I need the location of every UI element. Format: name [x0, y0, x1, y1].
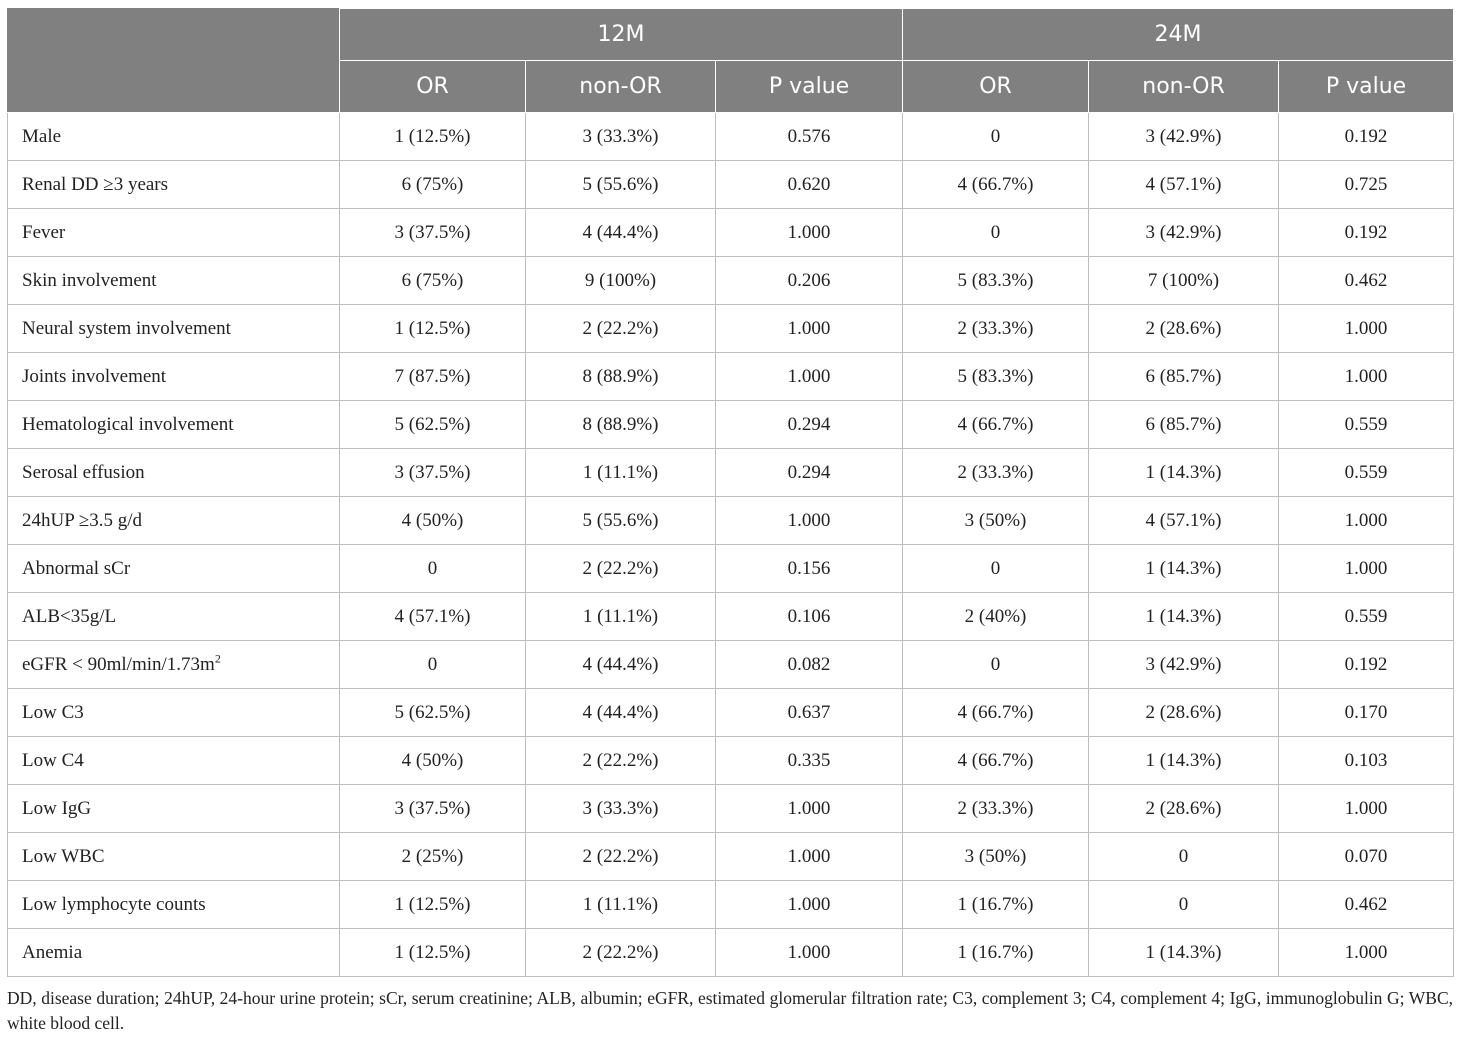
- cell-24m-or: 2 (40%): [903, 593, 1089, 641]
- row-label-cell: [8, 353, 340, 401]
- cell-24m-or: 5 (83.3%): [903, 353, 1089, 401]
- header-group-12m: 12M: [340, 9, 903, 61]
- cell-12m-non-or: 3 (33.3%): [526, 785, 716, 833]
- row-label-cell: [8, 161, 340, 209]
- table-row: [8, 305, 1454, 353]
- header-24m-p-value: P value: [1279, 61, 1454, 113]
- table-row: [8, 881, 1454, 929]
- row-label-cell: [8, 929, 340, 977]
- cell-24m-p-value: 0.170: [1279, 689, 1454, 737]
- cell-24m-p-value: 0.192: [1279, 209, 1454, 257]
- cell-24m-p-value: 0.559: [1279, 401, 1454, 449]
- cell-24m-or: 1 (16.7%): [903, 881, 1089, 929]
- table-row: [8, 785, 1454, 833]
- cell-24m-or: 0: [903, 641, 1089, 689]
- row-label: Skin involvement: [22, 269, 157, 291]
- cell-24m-p-value: 1.000: [1279, 929, 1454, 977]
- cell-12m-or: 6 (75%): [340, 257, 526, 305]
- cell-12m-p-value: 0.294: [716, 449, 903, 497]
- cell-24m-p-value: 0.462: [1279, 881, 1454, 929]
- cell-12m-non-or: 2 (22.2%): [526, 929, 716, 977]
- cell-12m-or: 4 (57.1%): [340, 593, 526, 641]
- row-label: Male: [22, 125, 62, 147]
- cell-12m-p-value: 0.156: [716, 545, 903, 593]
- table-row: [8, 257, 1454, 305]
- cell-12m-p-value: 1.000: [716, 785, 903, 833]
- row-label: Fever: [22, 221, 66, 243]
- cell-24m-non-or: 3 (42.9%): [1089, 113, 1279, 161]
- cell-12m-non-or: 3 (33.3%): [526, 113, 716, 161]
- row-label-cell: [8, 641, 340, 689]
- cell-12m-non-or: 4 (44.4%): [526, 641, 716, 689]
- cell-24m-or: 4 (66.7%): [903, 737, 1089, 785]
- cell-12m-or: 0: [340, 545, 526, 593]
- row-label: Low WBC: [22, 845, 105, 867]
- cell-12m-or: 3 (37.5%): [340, 209, 526, 257]
- cell-12m-non-or: 9 (100%): [526, 257, 716, 305]
- cell-24m-or: 4 (66.7%): [903, 689, 1089, 737]
- table-row: [8, 209, 1454, 257]
- cell-12m-p-value: 0.082: [716, 641, 903, 689]
- cell-24m-p-value: 0.462: [1279, 257, 1454, 305]
- cell-12m-non-or: 2 (22.2%): [526, 833, 716, 881]
- cell-24m-or: 5 (83.3%): [903, 257, 1089, 305]
- cell-12m-or: 4 (50%): [340, 497, 526, 545]
- cell-12m-or: 5 (62.5%): [340, 401, 526, 449]
- cell-24m-or: 4 (66.7%): [903, 401, 1089, 449]
- row-label-cell: [8, 257, 340, 305]
- row-label: Serosal effusion: [22, 461, 145, 483]
- header-24m-or: OR: [903, 61, 1089, 113]
- cell-12m-non-or: 2 (22.2%): [526, 737, 716, 785]
- header-12m-or: OR: [340, 61, 526, 113]
- header-12m-p-value: P value: [716, 61, 903, 113]
- table-row: [8, 737, 1454, 785]
- row-label: eGFR < 90ml/min/1.73m: [22, 653, 215, 675]
- cell-24m-non-or: 4 (57.1%): [1089, 161, 1279, 209]
- row-label: Joints involvement: [22, 365, 167, 387]
- cell-24m-non-or: 1 (14.3%): [1089, 929, 1279, 977]
- table-header: [8, 9, 1454, 113]
- row-label-cell: [8, 401, 340, 449]
- table-row: [8, 161, 1454, 209]
- row-label-cell: [8, 833, 340, 881]
- row-label-cell: [8, 497, 340, 545]
- cell-12m-p-value: 0.637: [716, 689, 903, 737]
- cell-24m-or: 1 (16.7%): [903, 929, 1089, 977]
- cell-12m-or: 3 (37.5%): [340, 449, 526, 497]
- cell-24m-p-value: 1.000: [1279, 545, 1454, 593]
- table-row: [8, 113, 1454, 161]
- cell-12m-or: 6 (75%): [340, 161, 526, 209]
- cell-12m-non-or: 5 (55.6%): [526, 161, 716, 209]
- cell-12m-or: 2 (25%): [340, 833, 526, 881]
- cell-24m-p-value: 0.559: [1279, 449, 1454, 497]
- row-label-cell: [8, 209, 340, 257]
- cell-24m-or: 3 (50%): [903, 833, 1089, 881]
- cell-24m-or: 0: [903, 113, 1089, 161]
- row-label-cell: [8, 545, 340, 593]
- cell-12m-non-or: 1 (11.1%): [526, 593, 716, 641]
- cell-12m-p-value: 1.000: [716, 353, 903, 401]
- cell-12m-p-value: 1.000: [716, 497, 903, 545]
- row-label: Hematological involvement: [22, 413, 234, 435]
- cell-24m-non-or: 4 (57.1%): [1089, 497, 1279, 545]
- cell-12m-non-or: 4 (44.4%): [526, 689, 716, 737]
- cell-24m-p-value: 0.103: [1279, 737, 1454, 785]
- cell-24m-or: 2 (33.3%): [903, 305, 1089, 353]
- table-body: [8, 113, 1454, 977]
- cell-24m-or: 3 (50%): [903, 497, 1089, 545]
- cell-12m-non-or: 4 (44.4%): [526, 209, 716, 257]
- table-row: [8, 641, 1454, 689]
- cell-24m-non-or: 0: [1089, 833, 1279, 881]
- row-label-cell: [8, 305, 340, 353]
- table-row: [8, 833, 1454, 881]
- cell-12m-non-or: 2 (22.2%): [526, 545, 716, 593]
- cell-24m-or: 2 (33.3%): [903, 785, 1089, 833]
- table-row: [8, 545, 1454, 593]
- table-row: [8, 929, 1454, 977]
- cell-24m-non-or: 2 (28.6%): [1089, 689, 1279, 737]
- table-footnote: DD, disease duration; 24hUP, 24-hour urine protein; sCr, serum creatinine; ALB, albumin; eGFR, estimated glomerular filtration rate; C3, complement 3; C4, complement 4; IgG, immunoglobulin G; WBC, white blood cell.: [7, 988, 1453, 1033]
- cell-24m-non-or: 0: [1089, 881, 1279, 929]
- cell-24m-or: 0: [903, 209, 1089, 257]
- cell-24m-p-value: 1.000: [1279, 785, 1454, 833]
- cell-24m-p-value: 1.000: [1279, 497, 1454, 545]
- comparison-table: [7, 8, 1454, 977]
- header-group-24m: 24M: [903, 9, 1454, 61]
- cell-24m-p-value: 0.725: [1279, 161, 1454, 209]
- cell-24m-non-or: 6 (85.7%): [1089, 353, 1279, 401]
- cell-24m-or: 2 (33.3%): [903, 449, 1089, 497]
- header-24m-non-or: non-OR: [1089, 61, 1279, 113]
- cell-12m-or: 4 (50%): [340, 737, 526, 785]
- row-label-cell: [8, 737, 340, 785]
- data-table-container: [7, 8, 1453, 977]
- cell-12m-or: 5 (62.5%): [340, 689, 526, 737]
- cell-24m-non-or: 3 (42.9%): [1089, 209, 1279, 257]
- header-group-row: [8, 9, 1454, 61]
- row-label-cell: [8, 689, 340, 737]
- cell-12m-non-or: 1 (11.1%): [526, 881, 716, 929]
- cell-12m-p-value: 0.106: [716, 593, 903, 641]
- row-label-cell: [8, 593, 340, 641]
- row-label: Renal DD ≥3 years: [22, 173, 169, 195]
- cell-12m-non-or: 2 (22.2%): [526, 305, 716, 353]
- cell-24m-non-or: 1 (14.3%): [1089, 593, 1279, 641]
- cell-12m-or: 3 (37.5%): [340, 785, 526, 833]
- row-label: ALB<35g/L: [22, 605, 117, 627]
- cell-24m-non-or: 7 (100%): [1089, 257, 1279, 305]
- cell-12m-p-value: 1.000: [716, 305, 903, 353]
- header-12m-non-or: non-OR: [526, 61, 716, 113]
- row-label: Low C3: [22, 701, 84, 723]
- table-row: [8, 449, 1454, 497]
- cell-12m-p-value: 0.206: [716, 257, 903, 305]
- cell-24m-p-value: 0.192: [1279, 641, 1454, 689]
- cell-24m-p-value: 1.000: [1279, 305, 1454, 353]
- cell-24m-p-value: 0.192: [1279, 113, 1454, 161]
- table-row: [8, 353, 1454, 401]
- cell-24m-p-value: 1.000: [1279, 353, 1454, 401]
- row-label: Low IgG: [22, 797, 92, 819]
- table-row: [8, 689, 1454, 737]
- table-row: [8, 497, 1454, 545]
- row-label: Neural system involvement: [22, 317, 231, 339]
- cell-24m-p-value: 0.559: [1279, 593, 1454, 641]
- row-label-cell: [8, 449, 340, 497]
- cell-12m-or: 1 (12.5%): [340, 305, 526, 353]
- cell-12m-p-value: 1.000: [716, 833, 903, 881]
- row-label-cell: [8, 881, 340, 929]
- row-label-cell: [8, 785, 340, 833]
- cell-12m-p-value: 1.000: [716, 209, 903, 257]
- cell-12m-or: 7 (87.5%): [340, 353, 526, 401]
- cell-12m-non-or: 8 (88.9%): [526, 401, 716, 449]
- cell-24m-or: 4 (66.7%): [903, 161, 1089, 209]
- header-corner-cell: [8, 9, 340, 113]
- cell-12m-or: 1 (12.5%): [340, 113, 526, 161]
- cell-24m-non-or: 1 (14.3%): [1089, 449, 1279, 497]
- row-label: Abnormal sCr: [22, 557, 131, 579]
- table-row: [8, 593, 1454, 641]
- cell-24m-non-or: 1 (14.3%): [1089, 545, 1279, 593]
- cell-24m-non-or: 2 (28.6%): [1089, 305, 1279, 353]
- cell-12m-p-value: 1.000: [716, 881, 903, 929]
- cell-12m-p-value: 0.576: [716, 113, 903, 161]
- cell-12m-p-value: 1.000: [716, 929, 903, 977]
- cell-12m-p-value: 0.294: [716, 401, 903, 449]
- cell-12m-p-value: 0.335: [716, 737, 903, 785]
- cell-24m-or: 0: [903, 545, 1089, 593]
- cell-12m-or: 0: [340, 641, 526, 689]
- row-label: 24hUP ≥3.5 g/d: [22, 509, 143, 531]
- cell-24m-non-or: 2 (28.6%): [1089, 785, 1279, 833]
- cell-24m-non-or: 3 (42.9%): [1089, 641, 1279, 689]
- cell-24m-non-or: 6 (85.7%): [1089, 401, 1279, 449]
- row-label-superscript: 2: [214, 651, 221, 666]
- row-label: Low lymphocyte counts: [22, 893, 206, 915]
- cell-12m-non-or: 8 (88.9%): [526, 353, 716, 401]
- row-label: Low C4: [22, 749, 84, 771]
- cell-24m-p-value: 0.070: [1279, 833, 1454, 881]
- row-label: Anemia: [22, 941, 83, 963]
- cell-12m-non-or: 1 (11.1%): [526, 449, 716, 497]
- cell-12m-or: 1 (12.5%): [340, 929, 526, 977]
- row-label-cell: [8, 113, 340, 161]
- cell-12m-p-value: 0.620: [716, 161, 903, 209]
- cell-12m-or: 1 (12.5%): [340, 881, 526, 929]
- cell-24m-non-or: 1 (14.3%): [1089, 737, 1279, 785]
- table-row: [8, 401, 1454, 449]
- cell-12m-non-or: 5 (55.6%): [526, 497, 716, 545]
